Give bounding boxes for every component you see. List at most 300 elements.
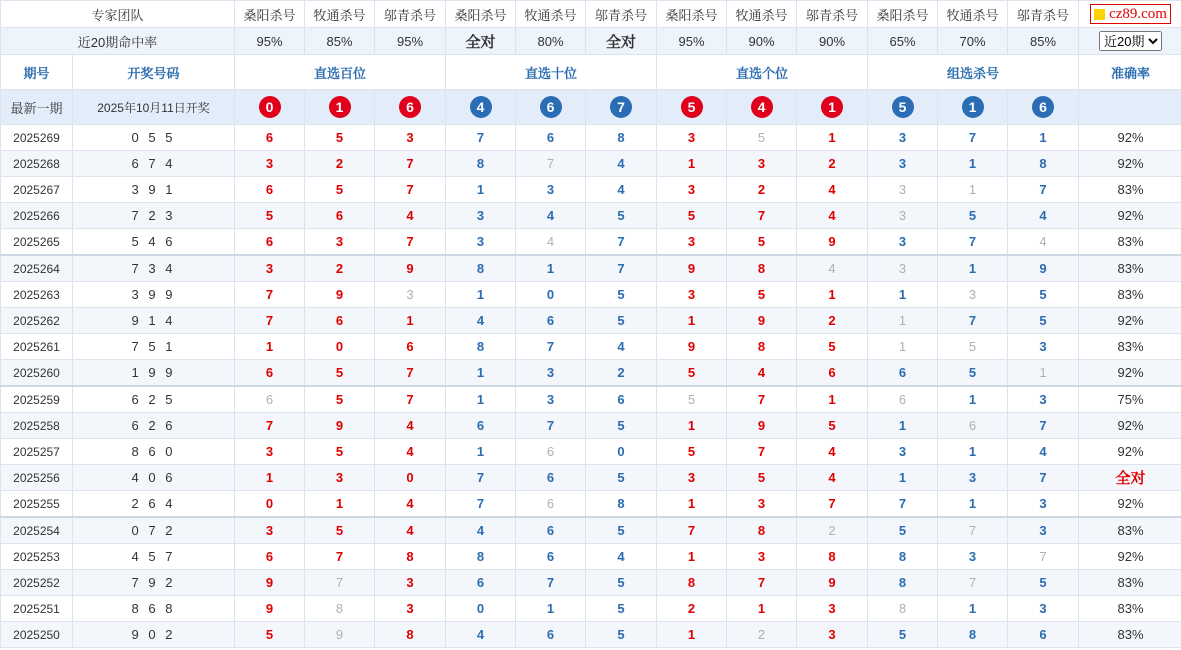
kill-number: 3: [516, 386, 586, 413]
table-row: [1, 334, 1181, 360]
kill-number: 1: [657, 413, 727, 439]
kill-number: 1: [938, 439, 1008, 465]
kill-number: 3: [1008, 491, 1079, 518]
kill-number: 3: [446, 229, 516, 256]
kill-number: 2: [797, 151, 868, 177]
kill-number: 8: [446, 544, 516, 570]
number-ball: 5: [681, 96, 703, 118]
kill-number: 7: [375, 386, 446, 413]
kill-number: 5: [586, 570, 657, 596]
accuracy-value: 92%: [1079, 151, 1181, 177]
kill-number: 7: [727, 570, 797, 596]
table-row: [1, 439, 1181, 465]
kill-number: 1: [938, 255, 1008, 282]
kill-number: 5: [1008, 570, 1079, 596]
hit-rate: 70%: [938, 28, 1008, 55]
kill-number: 7: [938, 308, 1008, 334]
kill-number: 0: [446, 596, 516, 622]
kill-number: 1: [797, 386, 868, 413]
kill-number: 3: [868, 229, 938, 256]
kill-number: 7: [516, 334, 586, 360]
kill-number: 1: [868, 308, 938, 334]
kill-number: 9: [657, 255, 727, 282]
hit-rate: 95%: [375, 28, 446, 55]
kill-number: 3: [657, 465, 727, 491]
col-tens: 直选十位: [446, 55, 657, 90]
logo-square-icon: [1094, 9, 1105, 20]
kill-number: 3: [868, 125, 938, 151]
table-row: [1, 517, 1181, 544]
kill-number: 7: [727, 386, 797, 413]
kill-number: 1: [938, 177, 1008, 203]
kill-number: 6: [305, 203, 375, 229]
kill-number: 6: [516, 465, 586, 491]
kill-number: 5: [727, 465, 797, 491]
table-row: [1, 125, 1181, 151]
kill-number: 3: [657, 229, 727, 256]
kill-number: 0: [305, 334, 375, 360]
hit-rate: 85%: [1008, 28, 1079, 55]
draw-numbers: 8 6 8: [73, 596, 235, 622]
kill-number: 3: [305, 465, 375, 491]
kill-number: 1: [868, 413, 938, 439]
kill-number: 0: [586, 439, 657, 465]
kill-number: 5: [938, 334, 1008, 360]
kill-number: 5: [235, 203, 305, 229]
kill-number: 3: [375, 570, 446, 596]
kill-number: 1: [446, 177, 516, 203]
kill-number: 1: [657, 151, 727, 177]
number-ball: 5: [892, 96, 914, 118]
kill-number: 6: [586, 386, 657, 413]
number-ball: 1: [962, 96, 984, 118]
kill-number: 1: [797, 125, 868, 151]
team-label: 专家团队: [1, 1, 235, 28]
latest-ball-cell: [868, 90, 938, 125]
kill-number: 5: [868, 622, 938, 648]
kill-number: 3: [868, 255, 938, 282]
table-row: [1, 177, 1181, 203]
hit-rate: 全对: [586, 28, 657, 55]
kill-number: 6: [516, 439, 586, 465]
kill-number: 3: [1008, 596, 1079, 622]
kill-number: 5: [305, 125, 375, 151]
draw-numbers: 5 4 6: [73, 229, 235, 256]
kill-number: 7: [516, 570, 586, 596]
accuracy-value: 75%: [1079, 386, 1181, 413]
latest-empty-cell: [1079, 90, 1181, 125]
kill-number: 3: [235, 439, 305, 465]
col-draw: 开奖号码: [73, 55, 235, 90]
kill-number: 6: [446, 413, 516, 439]
kill-number: 7: [516, 151, 586, 177]
kill-number: 3: [868, 439, 938, 465]
kill-number: 7: [586, 229, 657, 256]
expert-name: 桑阳杀号: [657, 1, 727, 28]
number-ball: 6: [399, 96, 421, 118]
kill-number: 7: [375, 360, 446, 387]
kill-number: 3: [868, 177, 938, 203]
kill-number: 4: [586, 151, 657, 177]
expert-name: 桑阳杀号: [446, 1, 516, 28]
col-units: 直选个位: [657, 55, 868, 90]
kill-number: 3: [1008, 334, 1079, 360]
kill-number: 3: [868, 151, 938, 177]
kill-number: 8: [305, 596, 375, 622]
col-hundreds: 直选百位: [235, 55, 446, 90]
kill-number: 1: [446, 439, 516, 465]
number-ball: 1: [821, 96, 843, 118]
kill-number: 6: [235, 125, 305, 151]
number-ball: 7: [610, 96, 632, 118]
kill-number: 6: [516, 622, 586, 648]
expert-name: 邬青杀号: [586, 1, 657, 28]
kill-number: 6: [797, 360, 868, 387]
table-row: [1, 622, 1181, 648]
issue-number: 2025257: [1, 439, 73, 465]
kill-number: 3: [375, 125, 446, 151]
kill-number: 9: [727, 413, 797, 439]
rate-label: 近20期命中率: [1, 28, 235, 55]
kill-number: 5: [305, 386, 375, 413]
draw-numbers: 4 5 7: [73, 544, 235, 570]
kill-number: 4: [375, 439, 446, 465]
hit-rate: 95%: [657, 28, 727, 55]
expert-name: 邬青杀号: [1008, 1, 1079, 28]
table-row: [1, 229, 1181, 256]
kill-number: 3: [657, 125, 727, 151]
kill-number: 1: [938, 596, 1008, 622]
kill-number: 1: [657, 491, 727, 518]
accuracy-value: 92%: [1079, 491, 1181, 518]
kill-number: 5: [586, 203, 657, 229]
kill-number: 0: [235, 491, 305, 518]
kill-number: 3: [1008, 517, 1079, 544]
kill-number: 4: [727, 360, 797, 387]
issue-number: 2025264: [1, 255, 73, 282]
kill-number: 1: [657, 308, 727, 334]
latest-ball-cell: [727, 90, 797, 125]
kill-number: 3: [657, 177, 727, 203]
number-ball: 4: [751, 96, 773, 118]
kill-number: 3: [797, 596, 868, 622]
expert-header-row: [1, 1, 1181, 28]
hit-rate: 80%: [516, 28, 586, 55]
kill-number: 3: [446, 203, 516, 229]
hit-rate: 85%: [305, 28, 375, 55]
kill-number: 5: [586, 413, 657, 439]
kill-number: 3: [375, 282, 446, 308]
kill-number: 3: [938, 282, 1008, 308]
kill-number: 8: [586, 491, 657, 518]
kill-number: 3: [727, 151, 797, 177]
kill-number: 4: [797, 177, 868, 203]
kill-number: 6: [938, 413, 1008, 439]
hit-rate: 全对: [446, 28, 516, 55]
kill-number: 4: [375, 491, 446, 518]
table-row: [1, 465, 1181, 491]
kill-number: 4: [375, 517, 446, 544]
kill-number: 6: [516, 544, 586, 570]
kill-number: 4: [586, 177, 657, 203]
kill-number: 3: [235, 151, 305, 177]
kill-number: 7: [727, 203, 797, 229]
kill-number: 3: [1008, 386, 1079, 413]
logo-cell: [1079, 1, 1181, 28]
period-select[interactable]: [1099, 31, 1162, 51]
accuracy-value: 83%: [1079, 282, 1181, 308]
kill-number: 7: [446, 125, 516, 151]
kill-number: 5: [586, 308, 657, 334]
latest-ball-cell: [586, 90, 657, 125]
kill-number: 1: [938, 491, 1008, 518]
draw-numbers: 9 0 2: [73, 622, 235, 648]
kill-number: 0: [516, 282, 586, 308]
expert-name: 牧通杀号: [516, 1, 586, 28]
accuracy-value: 92%: [1079, 360, 1181, 387]
accuracy-value: 83%: [1079, 570, 1181, 596]
number-ball: 6: [540, 96, 562, 118]
kill-number: 7: [938, 570, 1008, 596]
site-logo[interactable]: [1090, 4, 1171, 24]
kill-number: 7: [938, 125, 1008, 151]
kill-number: 8: [446, 334, 516, 360]
kill-number: 6: [868, 360, 938, 387]
kill-number: 8: [446, 151, 516, 177]
kill-number: 1: [657, 544, 727, 570]
kill-number: 4: [516, 203, 586, 229]
kill-number: 6: [1008, 622, 1079, 648]
kill-number: 9: [1008, 255, 1079, 282]
issue-number: 2025254: [1, 517, 73, 544]
latest-date: 2025年10月11日开奖: [73, 90, 235, 125]
accuracy-value: 92%: [1079, 308, 1181, 334]
kill-number: 5: [657, 360, 727, 387]
kill-number: 3: [727, 491, 797, 518]
kill-number: 3: [375, 596, 446, 622]
issue-number: 2025253: [1, 544, 73, 570]
issue-number: 2025261: [1, 334, 73, 360]
kill-number: 9: [657, 334, 727, 360]
kill-number: 6: [235, 229, 305, 256]
draw-numbers: 8 6 0: [73, 439, 235, 465]
accuracy-value: 92%: [1079, 203, 1181, 229]
kill-number: 7: [235, 308, 305, 334]
kill-number: 8: [938, 622, 1008, 648]
kill-number: 1: [446, 386, 516, 413]
kill-number: 3: [516, 360, 586, 387]
latest-ball-cell: [797, 90, 868, 125]
kill-number: 8: [586, 125, 657, 151]
kill-number: 9: [305, 282, 375, 308]
period-select-cell: [1079, 28, 1181, 55]
table-row: [1, 151, 1181, 177]
accuracy-value: 83%: [1079, 334, 1181, 360]
kill-number: 8: [727, 334, 797, 360]
kill-number: 9: [235, 596, 305, 622]
kill-number: 6: [235, 360, 305, 387]
hit-rate: 90%: [727, 28, 797, 55]
kill-number: 3: [727, 544, 797, 570]
kill-number: 7: [938, 229, 1008, 256]
kill-number: 1: [797, 282, 868, 308]
draw-numbers: 0 7 2: [73, 517, 235, 544]
kill-number: 3: [235, 255, 305, 282]
kill-number: 2: [657, 596, 727, 622]
kill-number: 4: [797, 255, 868, 282]
draw-numbers: 7 9 2: [73, 570, 235, 596]
kill-number: 6: [516, 517, 586, 544]
kill-number: 5: [305, 360, 375, 387]
table-row: [1, 282, 1181, 308]
kill-number: 4: [446, 622, 516, 648]
table-row: [1, 544, 1181, 570]
kill-number: 1: [727, 596, 797, 622]
issue-number: 2025268: [1, 151, 73, 177]
latest-ball-cell: [305, 90, 375, 125]
issue-number: 2025256: [1, 465, 73, 491]
kill-number: 6: [305, 308, 375, 334]
issue-number: 2025259: [1, 386, 73, 413]
latest-ball-cell: [375, 90, 446, 125]
draw-numbers: 0 5 5: [73, 125, 235, 151]
kill-number: 7: [516, 413, 586, 439]
issue-number: 2025258: [1, 413, 73, 439]
accuracy-value: 83%: [1079, 596, 1181, 622]
kill-number: 3: [868, 203, 938, 229]
kill-number: 7: [1008, 413, 1079, 439]
kill-number: 7: [375, 177, 446, 203]
draw-numbers: 1 9 9: [73, 360, 235, 387]
accuracy-value: 83%: [1079, 517, 1181, 544]
draw-numbers: 7 5 1: [73, 334, 235, 360]
kill-number: 5: [657, 386, 727, 413]
accuracy-value: 83%: [1079, 255, 1181, 282]
number-ball: 4: [470, 96, 492, 118]
expert-name: 邬青杀号: [797, 1, 868, 28]
kill-number: 6: [516, 125, 586, 151]
kill-number: 8: [797, 544, 868, 570]
kill-number: 9: [375, 255, 446, 282]
table-row: [1, 596, 1181, 622]
kill-number: 7: [375, 229, 446, 256]
issue-number: 2025266: [1, 203, 73, 229]
kill-number: 5: [1008, 282, 1079, 308]
issue-number: 2025250: [1, 622, 73, 648]
kill-number: 2: [727, 177, 797, 203]
kill-number: 7: [305, 570, 375, 596]
issue-number: 2025262: [1, 308, 73, 334]
kill-number: 1: [235, 334, 305, 360]
kill-number: 1: [446, 282, 516, 308]
kill-number: 5: [1008, 308, 1079, 334]
issue-number: 2025263: [1, 282, 73, 308]
kill-number: 4: [1008, 229, 1079, 256]
latest-ball-cell: [1008, 90, 1079, 125]
kill-number: 4: [446, 517, 516, 544]
table-row: [1, 386, 1181, 413]
kill-number: 9: [797, 570, 868, 596]
draw-numbers: 3 9 1: [73, 177, 235, 203]
number-ball: 6: [1032, 96, 1054, 118]
kill-number: 5: [727, 282, 797, 308]
accuracy-value: 92%: [1079, 544, 1181, 570]
kill-number: 4: [446, 308, 516, 334]
kill-number: 5: [727, 125, 797, 151]
table-row: [1, 308, 1181, 334]
kill-number: 2: [727, 622, 797, 648]
col-group: 组选杀号: [868, 55, 1079, 90]
kill-number: 7: [1008, 465, 1079, 491]
kill-number: 9: [305, 622, 375, 648]
kill-number: 1: [938, 151, 1008, 177]
kill-number: 7: [1008, 544, 1079, 570]
kill-number: 0: [375, 465, 446, 491]
issue-number: 2025260: [1, 360, 73, 387]
number-ball: 1: [329, 96, 351, 118]
hit-rate-row: [1, 28, 1181, 55]
table-row: [1, 360, 1181, 387]
expert-name: 牧通杀号: [938, 1, 1008, 28]
kill-number: 7: [586, 255, 657, 282]
latest-label: 最新一期: [1, 90, 73, 125]
issue-number: 2025269: [1, 125, 73, 151]
kill-number: 6: [516, 491, 586, 518]
kill-number: 5: [305, 517, 375, 544]
kill-number: 1: [516, 596, 586, 622]
kill-number: 3: [938, 544, 1008, 570]
kill-number: 7: [235, 282, 305, 308]
hit-rate: 65%: [868, 28, 938, 55]
kill-number: 4: [1008, 203, 1079, 229]
kill-number: 1: [375, 308, 446, 334]
kill-number: 2: [586, 360, 657, 387]
kill-number: 6: [516, 308, 586, 334]
kill-number: 1: [1008, 360, 1079, 387]
kill-number: 2: [305, 151, 375, 177]
kill-number: 7: [727, 439, 797, 465]
draw-numbers: 6 2 6: [73, 413, 235, 439]
kill-number: 5: [586, 622, 657, 648]
hit-rate: 95%: [235, 28, 305, 55]
expert-name: 邬青杀号: [375, 1, 446, 28]
table-row: [1, 413, 1181, 439]
logo-text: cz89.com: [1109, 5, 1167, 22]
kill-number: 5: [938, 360, 1008, 387]
accuracy-value: 83%: [1079, 229, 1181, 256]
kill-number: 5: [797, 413, 868, 439]
kill-number: 8: [375, 544, 446, 570]
kill-number: 5: [727, 229, 797, 256]
kill-number: 7: [446, 491, 516, 518]
kill-number: 8: [868, 544, 938, 570]
kill-number: 1: [1008, 125, 1079, 151]
kill-number: 5: [657, 439, 727, 465]
draw-numbers: 3 9 9: [73, 282, 235, 308]
kill-number: 1: [868, 282, 938, 308]
kill-number: 9: [235, 570, 305, 596]
kill-number: 5: [305, 439, 375, 465]
kill-number: 6: [235, 544, 305, 570]
kill-number: 8: [727, 255, 797, 282]
latest-ball-cell: [516, 90, 586, 125]
draw-numbers: 6 2 5: [73, 386, 235, 413]
kill-number: 5: [586, 465, 657, 491]
draw-numbers: 4 0 6: [73, 465, 235, 491]
kill-number: 8: [727, 517, 797, 544]
kill-number: 3: [305, 229, 375, 256]
kill-number: 4: [586, 544, 657, 570]
